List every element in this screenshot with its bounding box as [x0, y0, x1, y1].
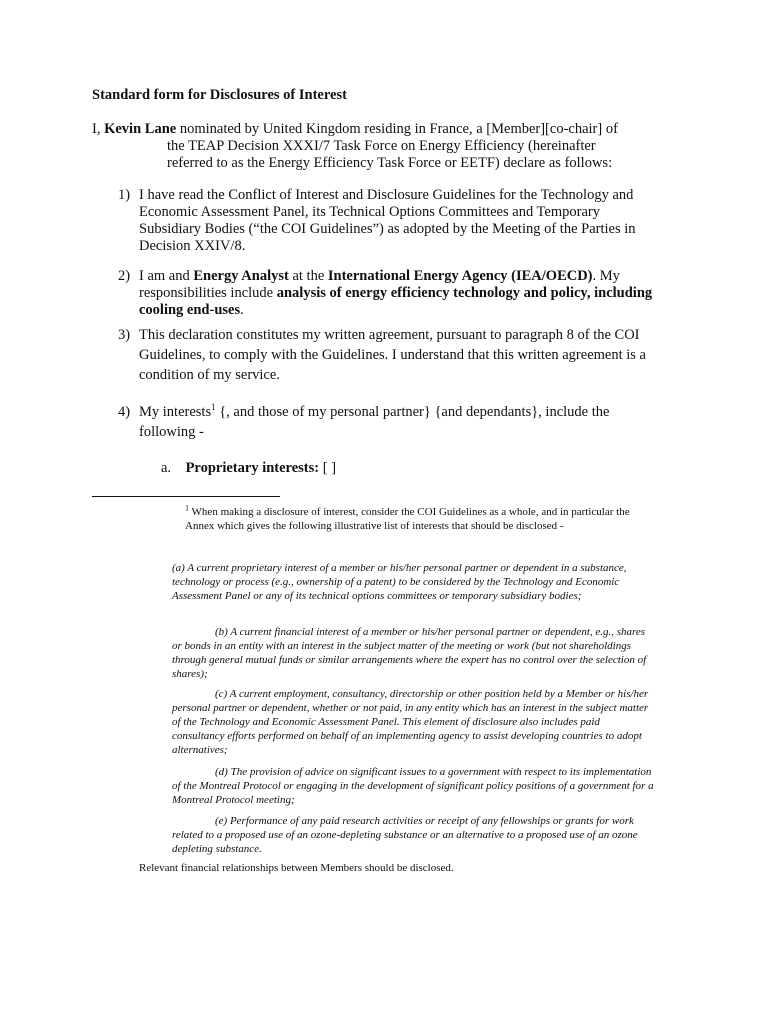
intro-paragraph [92, 121, 672, 172]
list-item-text [139, 268, 658, 319]
text-run: {, and those of my personal partner} {and dependants}, include the following - [139, 404, 610, 440]
list-item-3 [118, 325, 658, 385]
text-run: My interests [139, 404, 212, 420]
annex-item-b [172, 625, 654, 681]
page-title: Standard form for Disclosures of Interest [92, 87, 347, 103]
closing-note: Relevant financial relationships between Members should be disclosed. [139, 862, 454, 874]
list-item-1 [118, 187, 658, 255]
job-title: Energy Analyst [193, 268, 289, 284]
annex-text: (c) A current employment, consultancy, directorship or other position held by a Member or his/her personal partner or dependent, whether or not paid, in any entity which has an interest in the subject matter of the Technology and Economic Assessment Panel. This element of disclosure also includes paid consultancy efforts performed on behalf of an implementing agency to assist developing countries to adopt alternatives; [172, 688, 649, 756]
footnote-ref: 1 [211, 402, 216, 413]
annex-item-a [172, 561, 654, 603]
annex-item-e [172, 814, 654, 856]
footnote-text: When making a disclosure of interest, consider the COI Guidelines as a whole, and in particular the Annex which gives the following illustrative list of interests that should be disclosed - [185, 506, 630, 532]
annex-item-d [172, 765, 654, 807]
annex-text: (e) Performance of any paid research activities or receipt of any fellowships or grants for work related to a proposed use of an ozone-depleting substance or an alternative to a proposed use of an ozone depleting substance. [172, 815, 638, 855]
footnote-separator [92, 496, 280, 497]
employer-name: International Energy Agency (IEA/OECD) [327, 268, 593, 284]
intro-line1: nominated by United Kingdom residing in France, a [Member][co-chair] of [176, 121, 618, 137]
intro-line3: referred to as the Energy Efficiency Task Force or EETF) declare as follows: [167, 155, 613, 171]
intro-prefix: I, [92, 121, 105, 137]
footnote [185, 505, 655, 533]
annex-text: (a) A current proprietary interest of a member or his/her personal partner or dependent in a substance, technology or process (e.g., ownership of a patent) to be considered by the Technology and Economic Assessment Panel or any of its technical options committees or temporary subsidiary bodies; [172, 562, 627, 602]
annex-item-c [172, 687, 654, 757]
annex-text: (d) The provision of advice on significant issues to a government with respect to its implementation of the Montreal Protocol or engaging in the development of significant policy positions of a government for a Montreal Protocol meeting; [172, 766, 654, 806]
list-item-2 [118, 268, 658, 319]
list-number: 2) [118, 268, 131, 284]
responsibilities: analysis of energy efficiency technology and policy, including cooling end-uses [139, 285, 653, 318]
list-number: 4) [118, 404, 131, 420]
text-run: . [240, 302, 244, 318]
sub-item-heading: Proprietary interests: [185, 460, 320, 476]
footnote-marker: 1 [185, 503, 189, 513]
text-run: . My responsibilities include [139, 268, 620, 301]
intro-line2: the TEAP Decision XXXI/7 Task Force on Energy Efficiency (hereinafter [167, 138, 596, 154]
text-run: at the [288, 268, 328, 284]
text-run: I am and [139, 268, 194, 284]
sub-item-a [161, 460, 336, 477]
list-number: 3) [118, 327, 131, 343]
sub-item-value: [ ] [319, 460, 337, 476]
list-item-4 [118, 402, 658, 442]
list-number: 1) [118, 187, 131, 203]
annex-text: (b) A current financial interest of a member or his/her personal partner or dependent, e.g., shares or bonds in an entity with an interest in the subject matter of the meeting or work (but not shareholdings through general mutual funds or similar arrangements where the expert has no control over the selection of shares); [172, 626, 647, 680]
list-item-text: This declaration constitutes my written agreement, pursuant to paragraph 8 of the COI Guidelines, to comply with the Guidelines. I understand that this written agreement is a condition of my service. [139, 327, 646, 383]
list-item-text [139, 402, 658, 442]
declarant-name: Kevin Lane [104, 121, 177, 137]
list-item-text: I have read the Conflict of Interest and Disclosure Guidelines for the Technology and Economic Assessment Panel, its Technical Options Committees and Temporary Subsidiary Bodies (“the COI Guidelines”) as adopted by the Meeting of the Parties in Decision XXIV/8. [139, 187, 636, 254]
sub-item-label: a. [161, 460, 172, 476]
